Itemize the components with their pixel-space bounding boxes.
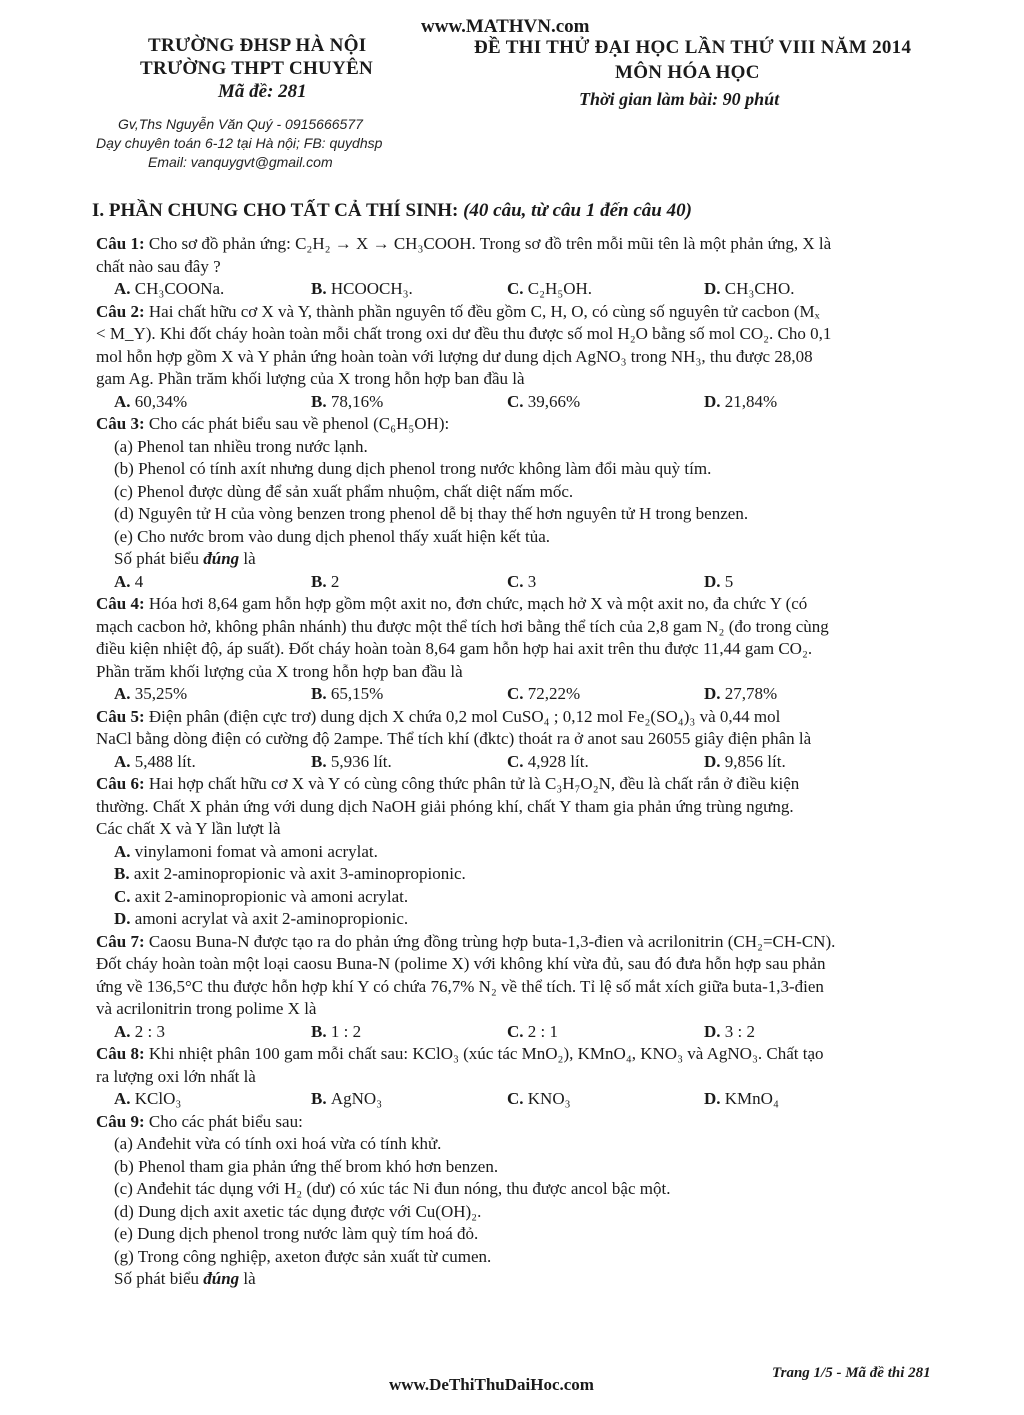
option-d[interactable]: D. 5: [704, 571, 734, 591]
answer-options: [96, 1021, 976, 1044]
question-6: [96, 773, 976, 931]
statement-item: (e) Cho nước brom vào dung dịch phenol thấy xuất hiện kết tủa.: [114, 526, 551, 546]
question-text: Điện phân (điện cực trơ) dung dịch X chứa 0,2 mol CuSO₄ ; 0,12 mol Fe₂(SO₄)₃ và 0,44 mol: [148, 706, 781, 726]
site-top-url: www.MATHVN.com: [421, 16, 590, 37]
question-text: NaCl bằng dòng điện có cường độ 2ampe. Thể tích khí (đktc) thoát ra ở anot sau 26055 giây điện phân là: [96, 729, 812, 748]
statement-item: (b) Phenol tham gia phản ứng thế brom khó hơn benzen.: [114, 1156, 499, 1176]
option-b[interactable]: B. AgNO₃: [311, 1089, 383, 1108]
question-ask: Số phát biểu đúng là: [114, 549, 256, 568]
option-a[interactable]: A. 35,25%: [114, 684, 188, 703]
statement-item: (c) Phenol được dùng để sản xuất phẩm nhuộm, chất diệt nấm mốc.: [114, 481, 574, 501]
statement-item: (g) Trong công nghiệp, axeton được sản xuất từ cumen.: [114, 1246, 492, 1266]
question-label: Câu 2:: [96, 301, 145, 321]
question-text: Caosu Buna-N được tạo ra do phản ứng đồng trùng hợp buta-1,3-đien và acrilonitrin (CH₂=CH-CN).: [148, 931, 836, 951]
option-c[interactable]: C. 2 : 1: [507, 1021, 559, 1041]
statement-item: (d) Nguyên tử H của vòng benzen trong phenol dễ bị thay thế hơn nguyên tử H trong benzen.: [114, 504, 749, 523]
question-label: Câu 3:: [96, 414, 145, 433]
option-b[interactable]: B. 1 : 2: [311, 1021, 362, 1041]
option-b[interactable]: B. 65,15%: [311, 684, 384, 703]
question-label: Câu 1:: [96, 234, 145, 253]
question-2: [96, 301, 976, 414]
exam-code: Mã đề: 281: [218, 81, 307, 102]
option-d[interactable]: D. 27,78%: [704, 684, 778, 703]
question-text: ứng về 136,5°C thu được hỗn hợp khí Y có chứa 76,7% N₂ về thể tích. Tỉ lệ số mắt xích giữa buta-1,3-đien: [96, 976, 824, 996]
option-b[interactable]: B. 5,936 lít.: [311, 751, 392, 771]
option-d[interactable]: D. 9,856 lít.: [704, 751, 786, 771]
question-text: mạch cacbon hở, không phân nhánh) thu được một thể tích hơi bằng thể tích của 2,8 gam N₂ (đo trong cùng: [96, 616, 829, 636]
question-text: Các chất X và Y lần lượt là: [96, 819, 281, 838]
option-d[interactable]: D. CH₃CHO.: [704, 279, 795, 298]
question-9: [96, 1111, 976, 1291]
question-ask: Số phát biểu đúng là: [114, 1269, 256, 1288]
option-c[interactable]: C. 4,928 lít.: [507, 751, 589, 771]
option-a[interactable]: A. 60,34%: [114, 391, 188, 411]
question-7: [96, 931, 976, 1044]
footer-site-url: www.DeThiThuDaiHoc.com: [389, 1375, 594, 1394]
option-c[interactable]: C. 72,22%: [507, 684, 581, 703]
option-d[interactable]: D. KMnO₄: [704, 1089, 779, 1108]
option-a[interactable]: A. vinylamoni fomat và amoni acrylat.: [114, 841, 378, 861]
question-label: Câu 4:: [96, 594, 145, 613]
section-title: [92, 200, 692, 222]
answer-options: [96, 751, 976, 774]
option-d[interactable]: D. 3 : 2: [704, 1021, 756, 1041]
statement-item: (b) Phenol có tính axít nhưng dung dịch phenol trong nước không làm đổi màu quỳ tím.: [114, 459, 712, 478]
option-c[interactable]: C. KNO₃: [507, 1089, 571, 1108]
option-d[interactable]: D. amoni acrylat và axit 2-aminopropionic.: [114, 909, 409, 928]
question-label: Câu 7:: [96, 931, 145, 951]
option-b[interactable]: B. 2: [311, 571, 340, 591]
teacher-info: Gv,Ths Nguyễn Văn Quý - 0915666577: [118, 116, 363, 132]
exam-time: Thời gian làm bài: 90 phút: [579, 89, 780, 109]
question-text: ra lượng oxi lớn nhất là: [96, 1066, 256, 1086]
question-text: Khi nhiệt phân 100 gam mỗi chất sau: KClO₃ (xúc tác MnO₂), KMnO₄, KNO₃ và AgNO₃. Chất tạo: [148, 1044, 824, 1063]
option-d[interactable]: D. 21,84%: [704, 391, 778, 411]
question-text: Cho các phát biểu sau:: [148, 1111, 303, 1131]
option-c[interactable]: C. C₂H₅OH.: [507, 279, 593, 298]
answer-options: [96, 1088, 976, 1111]
question-label: Câu 8:: [96, 1044, 145, 1063]
option-a[interactable]: A. KClO₃: [114, 1089, 182, 1108]
page-number: Trang 1/5 - Mã đề thi 281: [772, 1365, 931, 1381]
option-b[interactable]: B. axit 2-aminopropionic và axit 3-aminopropionic.: [114, 864, 466, 883]
answer-options: [96, 391, 976, 414]
question-text: và acrilonitrin trong polime X là: [96, 999, 317, 1018]
question-text: Hai hợp chất hữu cơ X và Y có cùng công thức phân tử là C₃H₇O₂N, đều là chất rắn ở điều kiện: [148, 774, 800, 793]
exam-title: ĐỀ THI THỬ ĐẠI HỌC LẦN THỨ VIII NĂM 2014: [474, 37, 912, 58]
option-c[interactable]: C. axit 2-aminopropionic và amoni acrylat.: [114, 886, 409, 906]
question-text: mol hỗn hợp gồm X và Y phản ứng hoàn toàn với lượng dư dung dịch AgNO₃ trong NH₃, thu được 28,08: [96, 346, 813, 366]
question-text: Cho các phát biểu sau về phenol (C₆H₅OH):: [148, 414, 450, 433]
statement-item: (c) Anđehit tác dụng với H₂ (dư) có xúc tác Ni đun nóng, thu được ancol bậc một.: [114, 1179, 671, 1198]
school-name-2: TRƯỜNG THPT CHUYÊN: [140, 58, 374, 79]
question-text: Cho sơ đồ phản ứng: C₂H₂ → X → CH₃COOH. Trong sơ đồ trên mỗi mũi tên là một phản ứng, X là: [148, 234, 832, 253]
question-5: [96, 706, 976, 774]
question-label: Câu 9:: [96, 1111, 145, 1131]
option-c[interactable]: C. 39,66%: [507, 391, 581, 411]
option-a[interactable]: A. 5,488 lít.: [114, 751, 196, 771]
question-text: gam Ag. Phần trăm khối lượng của X trong hỗn hợp ban đầu là: [96, 369, 525, 388]
question-text: Hai chất hữu cơ X và Y, thành phần nguyên tố đều gồm C, H, O, có cùng số nguyên tử cacbon (Mₓ: [148, 301, 820, 321]
teaching-info: Dạy chuyên toán 6-12 tại Hà nội; FB: quydhsp: [96, 135, 383, 151]
option-a[interactable]: A. 4: [114, 571, 144, 591]
statement-item: (d) Dung dịch axit axetic tác dụng được với Cu(OH)₂.: [114, 1201, 482, 1221]
question-label: Câu 5:: [96, 706, 145, 726]
option-a[interactable]: A. 2 : 3: [114, 1021, 166, 1041]
statement-item: (a) Anđehit vừa có tính oxi hoá vừa có tính khử.: [114, 1134, 442, 1153]
question-label: Câu 6:: [96, 774, 145, 793]
school-name-1: TRƯỜNG ĐHSP HÀ NỘI: [148, 35, 367, 56]
question-text: Phần trăm khối lượng của X trong hỗn hợp ban đầu là: [96, 661, 463, 681]
question-list: [96, 233, 976, 1291]
email-info: Email: vanquygvt@gmail.com: [148, 154, 333, 170]
question-text: Hóa hơi 8,64 gam hỗn hợp gồm một axit no, đơn chức, mạch hở X và một axit no, đa chức Y (có: [148, 594, 808, 613]
question-8: [96, 1043, 976, 1111]
question-text: điều kiện nhiệt độ, áp suất). Đốt cháy hoàn toàn 8,64 gam hỗn hợp hai axit trên thu được 11,44 gam CO₂.: [96, 639, 813, 658]
question-text: < M_Y). Khi đốt cháy hoàn toàn mỗi chất trong oxi dư đều thu được số mol H₂O bằng số mol CO₂. Cho 0,1: [96, 324, 832, 343]
answer-options: [96, 571, 976, 594]
statement-item: (a) Phenol tan nhiều trong nước lạnh.: [114, 436, 368, 456]
question-text: chất nào sau đây ?: [96, 256, 221, 276]
answer-options: [96, 683, 976, 706]
question-1: [96, 233, 976, 301]
question-3: [96, 413, 976, 593]
section-title-text: I. PHẦN CHUNG CHO TẤT CẢ THÍ SINH:: [92, 200, 459, 221]
subject-title: MÔN HÓA HỌC: [615, 62, 760, 83]
question-4: [96, 593, 976, 706]
statement-item: (e) Dung dịch phenol trong nước làm quỳ tím hoá đỏ.: [114, 1224, 479, 1243]
answer-options: [96, 278, 976, 301]
option-b[interactable]: B. 78,16%: [311, 391, 384, 411]
option-b[interactable]: B. HCOOCH₃.: [311, 279, 413, 298]
section-note: (40 câu, từ câu 1 đến câu 40): [463, 200, 692, 221]
option-a[interactable]: A. CH₃COONa.: [114, 279, 225, 298]
question-text: Đốt cháy hoàn toàn một loại caosu Buna-N (polime X) với không khí vừa đủ, sau đó đưa hỗn hợp sau phản: [96, 954, 826, 973]
option-c[interactable]: C. 3: [507, 571, 537, 591]
question-text: thường. Chất X phản ứng với dung dịch NaOH giải phóng khí, chất Y tham gia phản ứng trùng ngưng.: [96, 796, 794, 816]
